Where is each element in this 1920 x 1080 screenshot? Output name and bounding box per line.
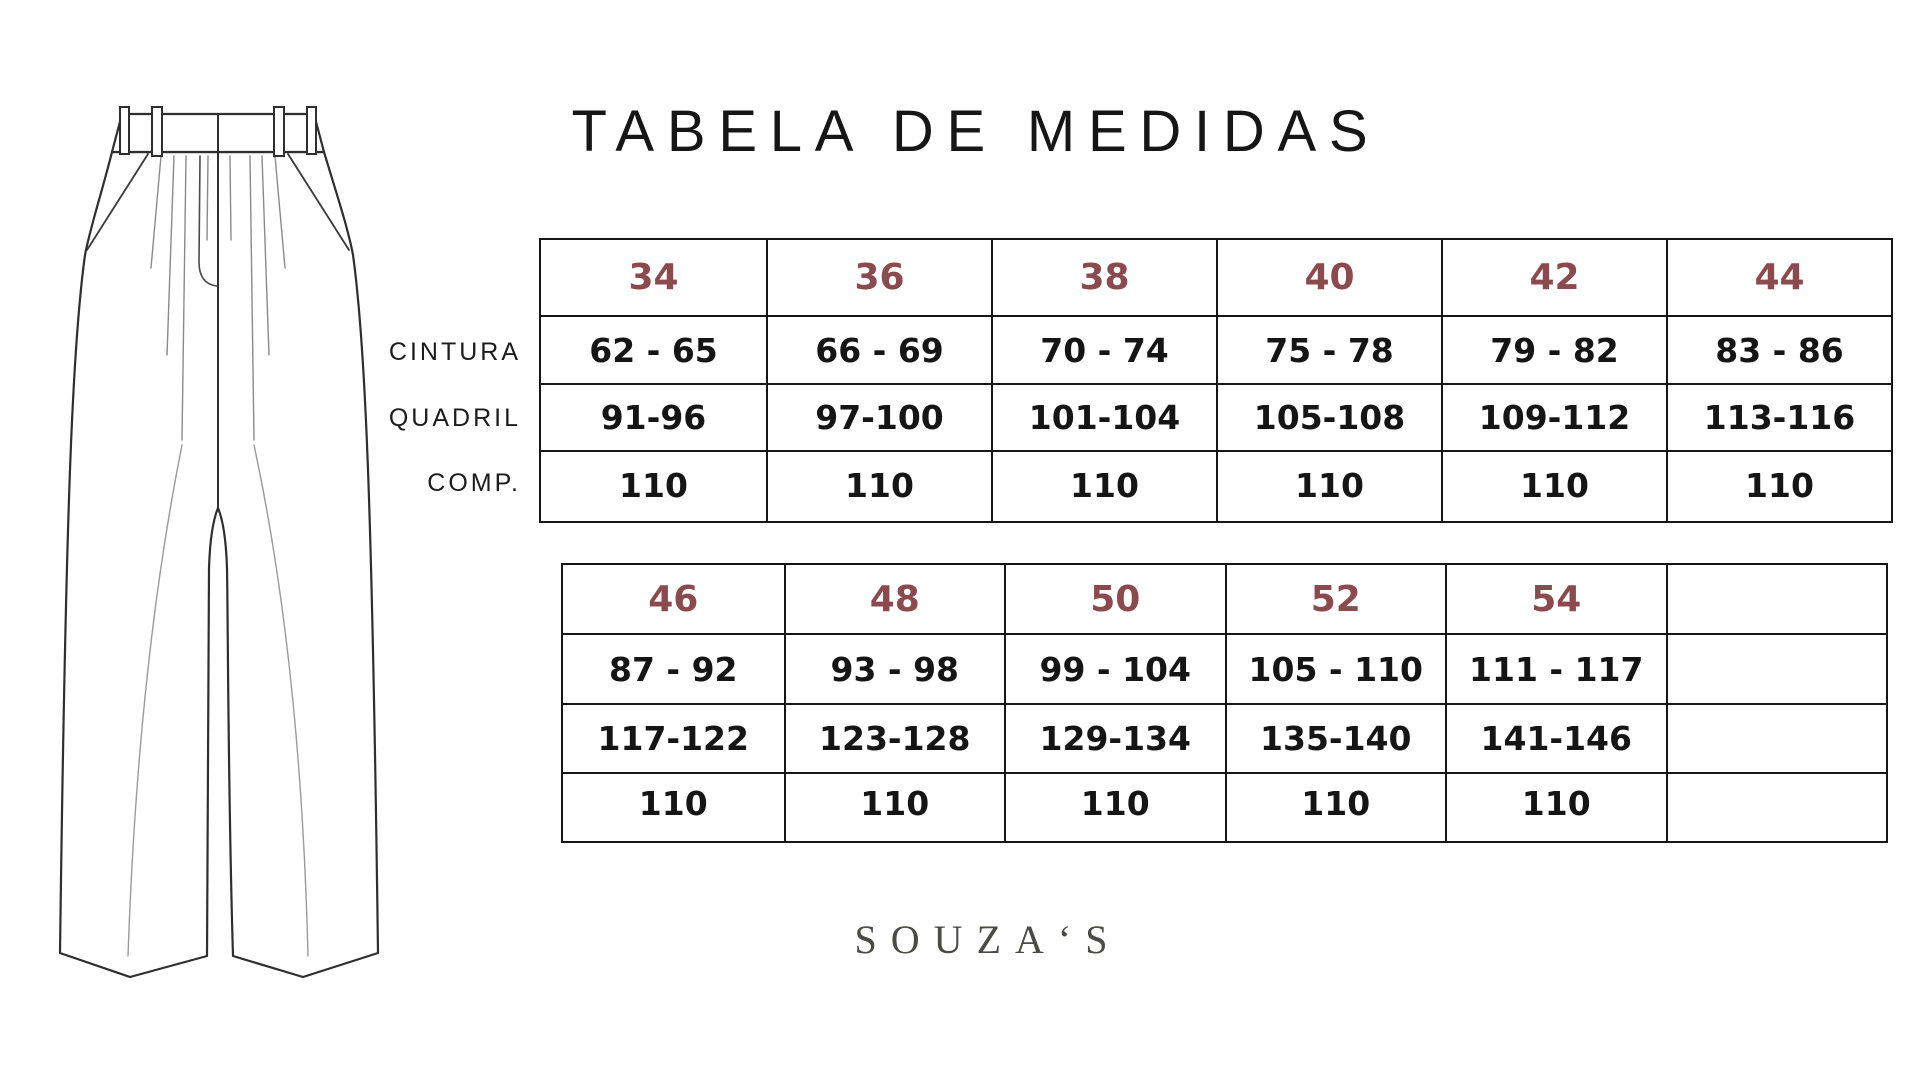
hip-value-cell: 109-112 (1441, 383, 1666, 450)
size-header-cell: 44 (1666, 240, 1891, 315)
length-value-cell: 110 (1441, 450, 1666, 521)
pants-flat-sketch-illustration (40, 100, 420, 990)
waist-value-cell: 87 - 92 (563, 633, 784, 703)
hip-value-cell-empty (1666, 703, 1887, 772)
size-table-34-44 (539, 238, 1893, 523)
size-table-46-54 (561, 563, 1888, 843)
row-label-hip: QUADRIL (388, 404, 521, 432)
length-value-cell: 110 (541, 450, 766, 521)
size-header-cell: 38 (991, 240, 1216, 315)
brand-name: SOUZA‘S (854, 917, 1122, 962)
size-header-cell: 48 (784, 565, 1005, 633)
length-value-cell: 110 (991, 450, 1216, 521)
row-label-waist: CINTURA (388, 338, 521, 366)
size-header-cell: 36 (766, 240, 991, 315)
size-header-cell: 42 (1441, 240, 1666, 315)
waist-value-cell: 83 - 86 (1666, 315, 1891, 383)
size-header-cell: 50 (1004, 565, 1225, 633)
length-value-cell: 110 (1445, 772, 1666, 841)
hip-value-cell: 123-128 (784, 703, 1005, 772)
length-value-cell: 110 (784, 772, 1005, 841)
size-header-cell: 34 (628, 257, 679, 298)
size-header-cell: 46 (648, 578, 699, 620)
page-title: TABELA DE MEDIDAS (571, 99, 1381, 164)
hip-value-cell: 113-116 (1666, 383, 1891, 450)
waist-value-cell: 70 - 74 (991, 315, 1216, 383)
hip-value-cell: 141-146 (1445, 703, 1666, 772)
waist-value-cell: 105 - 110 (1225, 633, 1446, 703)
length-value-cell: 110 (1216, 450, 1441, 521)
hip-value-cell: 105-108 (1216, 383, 1441, 450)
hip-value-cell: 117-122 (563, 703, 784, 772)
size-header-cell: 54 (1445, 565, 1666, 633)
waist-value-cell: 62 - 65 (541, 315, 766, 383)
hip-value-cell: 101-104 (991, 383, 1216, 450)
length-value-cell: 110 (1666, 450, 1891, 521)
waist-value-cell: 99 - 104 (1004, 633, 1225, 703)
waist-value-cell: 66 - 69 (766, 315, 991, 383)
size-header-cell-empty (1666, 565, 1887, 633)
length-value-cell-empty (1666, 772, 1887, 841)
waist-value-cell: 111 - 117 (1445, 633, 1666, 703)
size-header-cell: 40 (1216, 240, 1441, 315)
length-value-cell: 110 (766, 450, 991, 521)
size-header-cell: 52 (1225, 565, 1446, 633)
row-label-length: COMP. (427, 469, 521, 497)
waist-value-cell: 93 - 98 (784, 633, 1005, 703)
hip-value-cell: 97-100 (766, 383, 991, 450)
length-value-cell: 110 (563, 772, 784, 841)
length-value-cell: 110 (1004, 772, 1225, 841)
waist-value-cell: 75 - 78 (1216, 315, 1441, 383)
hip-value-cell: 129-134 (1004, 703, 1225, 772)
waist-value-cell-empty (1666, 633, 1887, 703)
length-value-cell: 110 (1225, 772, 1446, 841)
hip-value-cell: 91-96 (541, 383, 766, 450)
waist-value-cell: 79 - 82 (1441, 315, 1666, 383)
hip-value-cell: 135-140 (1225, 703, 1446, 772)
